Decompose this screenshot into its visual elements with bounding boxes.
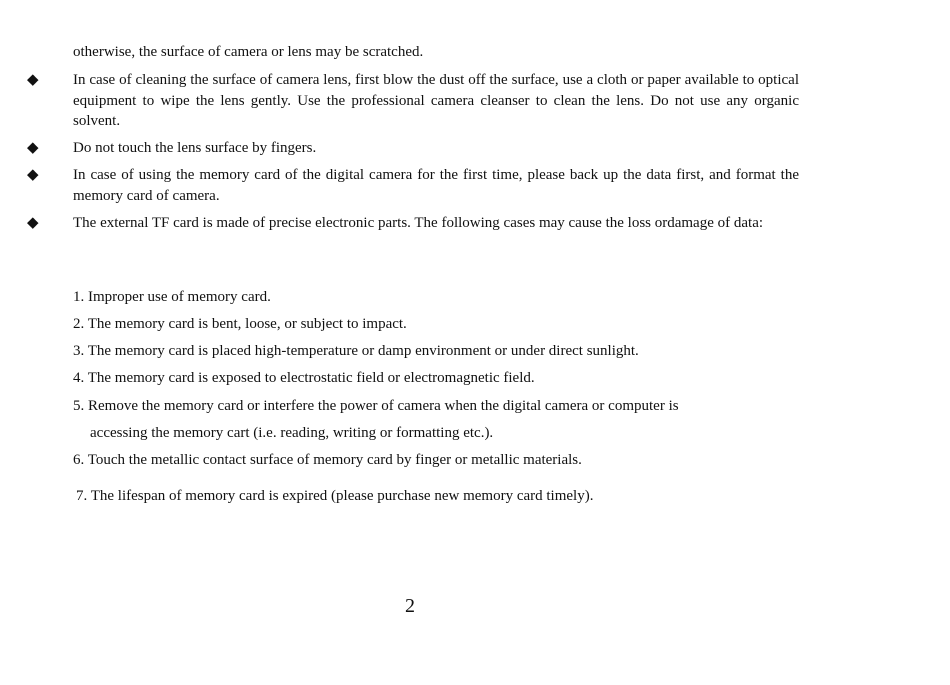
list-item: 5. Remove the memory card or interfere the power of camera when the digital camera or computer is <box>73 398 679 414</box>
list-item: 6. Touch the metallic contact surface of memory card by finger or metallic materials. <box>73 452 582 468</box>
list-item: 2. The memory card is bent, loose, or subject to impact. <box>73 316 407 332</box>
bullet-icon: ◆ <box>27 72 39 88</box>
bullet-icon: ◆ <box>27 140 39 156</box>
list-item: 7. The lifespan of memory card is expired (please purchase new memory card timely). <box>76 488 594 504</box>
bullet-text-tf-card: The external TF card is made of precise electronic parts. The following cases may cause the loss ordamage of data: <box>73 215 764 231</box>
bullet-icon: ◆ <box>27 215 39 231</box>
list-item: 4. The memory card is exposed to electrostatic field or electromagnetic field. <box>73 370 535 386</box>
page-number: 2 <box>405 595 415 617</box>
intro-line: otherwise, the surface of camera or lens may be scratched. <box>73 44 424 60</box>
bullet-text-fingers: Do not touch the lens surface by fingers. <box>73 140 317 156</box>
bullet-icon: ◆ <box>27 167 39 183</box>
list-item: 3. The memory card is placed high-temperature or damp environment or under direct sunlight. <box>73 343 639 359</box>
bullet-text-format: In case of using the memory card of the digital camera for the first time, please back up the data first, and format the memory card of camera. <box>73 167 799 204</box>
list-item: 1. Improper use of memory card. <box>73 289 271 305</box>
list-item-continuation: accessing the memory cart (i.e. reading, writing or formatting etc.). <box>90 425 494 441</box>
bullet-text-cleaning: In case of cleaning the surface of camera lens, first blow the dust off the surface, use a cloth or paper available to optical equipment to wipe the lens gently. Use the professional camera cleanser to clean the lens. Do not use any organic solvent. <box>73 72 799 129</box>
